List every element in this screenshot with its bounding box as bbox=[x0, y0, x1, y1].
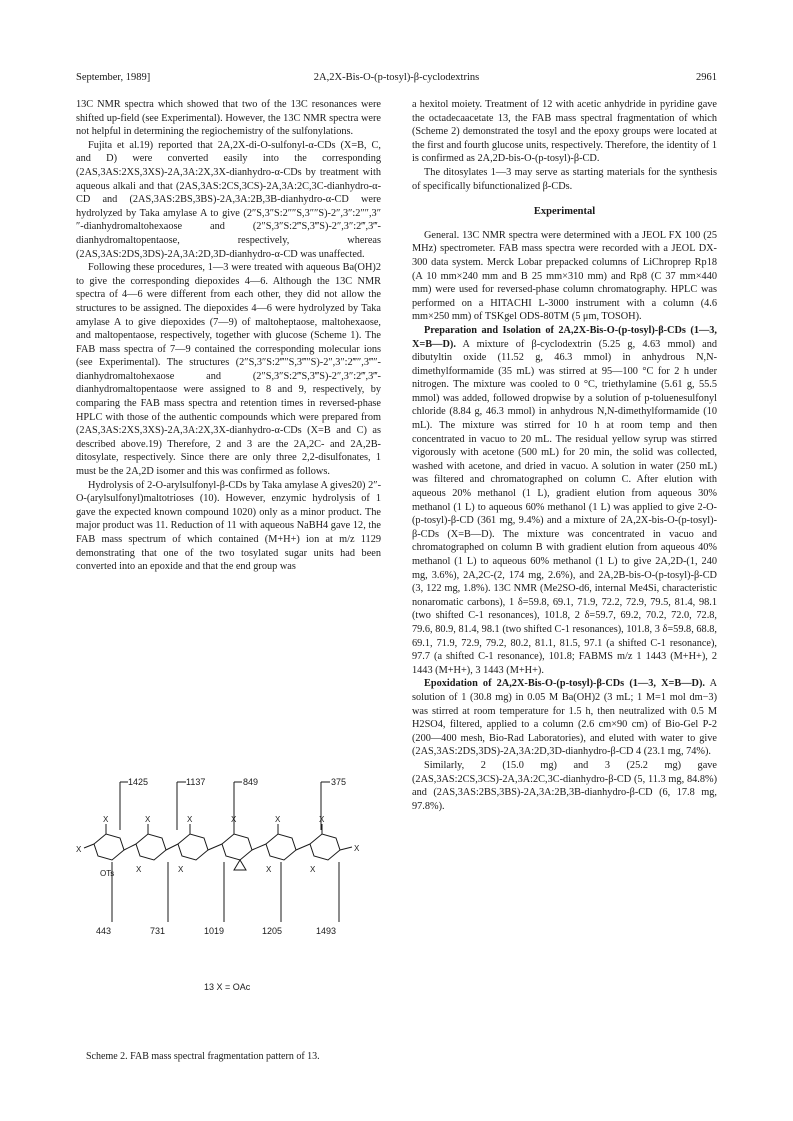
svg-text:X: X bbox=[103, 815, 109, 824]
right-column bbox=[412, 98, 717, 813]
paragraph: Similarly, 2 (15.0 mg) and 3 (25.2 mg) gave (2AS,3AS:2CS,3CS)-2A,3A:2C,3C-dianhydro-β-CD (5, 11.3 mg, 84.8%) and (2AS,3AS:2BS,3BS)-2A,3A:2B,3B-dianhydro-β-CD (6, 17.8 mg, 97.8%). bbox=[412, 759, 717, 812]
fragment-label-top: 849 bbox=[243, 777, 259, 787]
substituent-labels bbox=[76, 815, 360, 874]
paragraph: Hydrolysis of 2-O-arylsulfonyl-β-CDs by Taka amylase A gives20) 2″-O-(arylsulfonyl)maltotrioses (10). However, enzymic hydrolysis of 1 gave the expected known compound 1020) only as a minor product. The major product was 11. Reduction of 11 with aqueous NaBH4 gave 12, the FAB mass spectrum of which contained (M+H+) ion at m/z 1129 demonstrating that one of the two tosylated sugar units had been converted into an epoxide and that the end group was bbox=[76, 479, 381, 573]
svg-text:X: X bbox=[145, 815, 151, 824]
svg-text:X: X bbox=[76, 845, 82, 854]
svg-text:X: X bbox=[178, 865, 184, 874]
svg-text:X: X bbox=[136, 865, 142, 874]
fragment-label-top: 1425 bbox=[128, 777, 149, 787]
paragraph: Following these procedures, 1—3 were treated with aqueous Ba(OH)2 to give the corresponding diepoxides 4—6. Although the 13C NMR spectra of 4—6 were different from each other, they did not allow the structures to be assigned. The diepoxides 4—6 were hydrolyzed by Taka amylase A to give diepoxides (7—9) of maltoheptaose, maltohexaose, and maltopentaose, respectively, together with glucose (Scheme 1). The FAB mass spectra of 7—9 contained the corresponding molecular ions (see Experimental). The structures (2″S,3″S:2‴″S,3‴″S)-2″,3″:2‴″,3‴″-dianhydromaltohexaose and (2″S,3″S:2‴S,3‴S)-2″,3″:2‴,3‴-dianhydromaltopentaose were assigned to 8 and 9, respectively, by comparing the FAB mass spectra and retention times in reversed-phase HPLC with those of the authentic compounds which were prepared from (2AS,3AS:2XS,3XS)-2A,3A:2X,3X-dianhydro-α-CDs (X=B and C) as described above.19) Therefore, 2 and 3 are the 2A,2C- and 2A,2B-ditosylate, respectively. Since there are only three 2,2-disulfonates, 1 must be the 2A,2D isomer and this was confirmed as follows. bbox=[76, 262, 381, 478]
running-header-title: 2A,2X-Bis-O-(p-tosyl)-β-cyclodextrins bbox=[313, 72, 480, 83]
paragraph: a hexitol moiety. Treatment of 12 with acetic anhydride in pyridine gave the octadecaacetate 13, the FAB mass spectral fragmentation of which (Scheme 2) demonstrated the tosyl and the epoxy groups were located at the first and fourth glucose units, respectively. Therefore, the identity of 1 is confirmed as 2A,2D-bis-O-(p-tosyl)-β-CD. bbox=[412, 99, 717, 165]
fragment-label-bottom: 1205 bbox=[262, 926, 283, 936]
running-header-date: September, 1989] bbox=[76, 72, 151, 83]
paragraph-general: General. 13C NMR spectra were determined with a JEOL FX 100 (25 MHz) spectrometer. FAB mass spectra were recorded with a JEOL DX-300 data system. Merck Lobar prepacked columns of LiChroprep Rp18 (A 10 mm×240 mm and B 25 mm×310 mm) and Rp8 (C 37 mm×440 mm) were used for reversed-phase column chromatography. HPLC was performed on a HITACHI L-3000 instrument with a column (4.6 mm×250 mm) of TSKgel ODS-80TM (5 μm, TOSOH). bbox=[412, 229, 717, 323]
svg-text:X: X bbox=[319, 815, 325, 824]
glucose-rings bbox=[84, 824, 352, 870]
fragment-label-bottom: 443 bbox=[96, 926, 112, 936]
section-heading: Experimental bbox=[533, 206, 596, 218]
svg-text:X: X bbox=[231, 815, 237, 824]
svg-text:X: X bbox=[266, 865, 272, 874]
scheme-2-figure bbox=[76, 752, 381, 1037]
fragment-label-top: 375 bbox=[331, 777, 347, 787]
paragraph-text: A mixture of β-cyclodextrin (5.25 g, 4.63 mmol) and dibutyltin oxide (11.52 g, 46.3 mmol) in anhydrous N,N-dimethylformamide (35 mL) was stirred at 95—100 °C for 2 h under nitrogen. The mixture was cooled to 0 °C, triethylamine (5.61 g, 55.5 mmol) was added, followed dropwise by a solution of p-toluenesulfonyl chloride (8.84 g, 46.3 mmol) in anhydrous N,N-dimethylformamide (10 mL). The mixture was stirred for 10 h at room temp and then concentrated in vacuo to 20 mL. The residual yellow syrup was stirred vigorously with acetone (500 mL) for 20 min, the solid was collected, washed with acetone, and dried in vacuo. A solution in water (250 mL) was filtered and chromatographed on column C. After elution with aqueous 20% methanol (1 L), gradient elution from aqueous 30% methanol (1 L) to aqueous 60% methanol (1 L) was applied to give 2-O-(p-tosyl)-β-CD (361 mg, 9.4%) and a mixture of 2A,2X-bis-O-(p-tosyl)-β-CDs (X=B—D). The mixture was concentrated in vacuo and chromatographed on column B with gradient elution from aqueous 40% methanol (1 L) to aqueous 60% methanol (1 L) to give 2A,2D-(1, 240 mg, 3.6%), 2A,2C-(2, 174 mg, 2.6%), and 2A,2B-bis-O-(p-tosyl)-β-CD (3, 122 mg, 1.8%). 13C NMR (Me2SO-d6, internal Me4Si, characteristic nonaromatic carbons), 1 δ=59.8, 69.1, 71.9, 72.2, 72.9, 79.5, 81.4, 98.1 (two shifted C-1 resonances), 101.8, 2 δ=59.7, 69.2, 70.2, 72.0, 72.8, 79.6, 80.9, 81.4, 98.1 (two shifted C-1 resonances), 101.8, 3 δ=59.8, 68.8, 69.1, 71.9, 72.9, 79.2, 80.2, 81.1, 81.5, 97.1 (a shifted C-1 resonance), 97.7 (a shifted C-1 resonance), 101.8; FABMS m/z 1 1443 (M+H+), 2 1443 (M+H+), 3 1443 (M+H+). bbox=[412, 338, 717, 676]
run-in-heading: Epoxidation of 2A,2X-Bis-O-(p-tosyl)-β-CDs (1—3, X=B—D). bbox=[424, 678, 705, 690]
fragment-label-bottom: 1019 bbox=[204, 926, 225, 936]
page-number: 2961 bbox=[696, 72, 717, 83]
svg-text:X: X bbox=[275, 815, 281, 824]
paragraph: The ditosylates 1—3 may serve as starting materials for the synthesis of specifically bifunctionalized β-CDs. bbox=[412, 166, 717, 192]
paragraph-text: A solution of 1 (30.8 mg) in 0.05 M Ba(OH)2 (3 mL; 1 M=1 mol dm−3) was stirred at room temperature for 1.5 h, then neutralized with 0.5 M H2SO4, filtered, applied to a column (2.6 cm×90 cm) of Bio-Gel P-2 (200—400 mesh, Bio-Rad Laboratories), and eluted with water to give (2AS,3AS:2DS,3DS)-2A,3A:2D,3D-dianhydro-β-CD 4 (23.1 mg, 74%). bbox=[412, 678, 717, 758]
run-in-heading: Preparation and Isolation of 2A,2X-Bis-O-(p-tosyl)-β-CDs (1—3, X=B—D). bbox=[412, 324, 717, 350]
fragmentation-brackets bbox=[112, 782, 339, 922]
tosyl-label: OTs bbox=[100, 869, 115, 878]
scheme-caption: Scheme 2. FAB mass spectral fragmentation pattern of 13. bbox=[86, 1051, 320, 1062]
fragment-label-bottom: 1493 bbox=[316, 926, 337, 936]
fragment-label-top: 1137 bbox=[186, 777, 206, 787]
svg-text:X: X bbox=[187, 815, 193, 824]
svg-text:X: X bbox=[310, 865, 316, 874]
svg-text:X: X bbox=[354, 844, 360, 853]
left-column bbox=[76, 98, 381, 574]
paragraph: 13C NMR spectra which showed that two of the 13C resonances were shifted up-field (see Experimental). However, the 13C NMR spectra were not helpful in determining the regiochemistry of the sulfonylations. bbox=[76, 99, 381, 138]
compound-footnote: 13 X = OAc bbox=[204, 982, 251, 992]
fragment-label-bottom: 731 bbox=[150, 926, 166, 936]
paragraph: Fujita et al.19) reported that 2A,2X-di-O-sulfonyl-α-CDs (X=B, C, and D) were converted easily into the corresponding (2AS,3AS:2XS,3XS)-2A,3A:2X,3X-dianhydro-α-CDs by treatment with aqueous alkali and that (2AS,3AS:2CS,3CS)-2A,3A:2C,3C-dianhydro-α-CD and (2AS,3AS:2BS,3BS)-2A,3A:2B,3B-dianhydro-α-CD were hydrolyzed by Taka amylase A to give (2″S,3″S:2″″S,3″″S)-2″,3″:2″″,3″″-dianhydromaltohexaose and (2″S,3″S:2‴S,3‴S)-2″,3″:2‴,3‴-dianhydromaltopentaose, respectively, whereas (2AS,3AS:2DS,3DS)-2A,3A:2D,3D-dianhydro-α-CD was unaffected. bbox=[76, 139, 381, 260]
